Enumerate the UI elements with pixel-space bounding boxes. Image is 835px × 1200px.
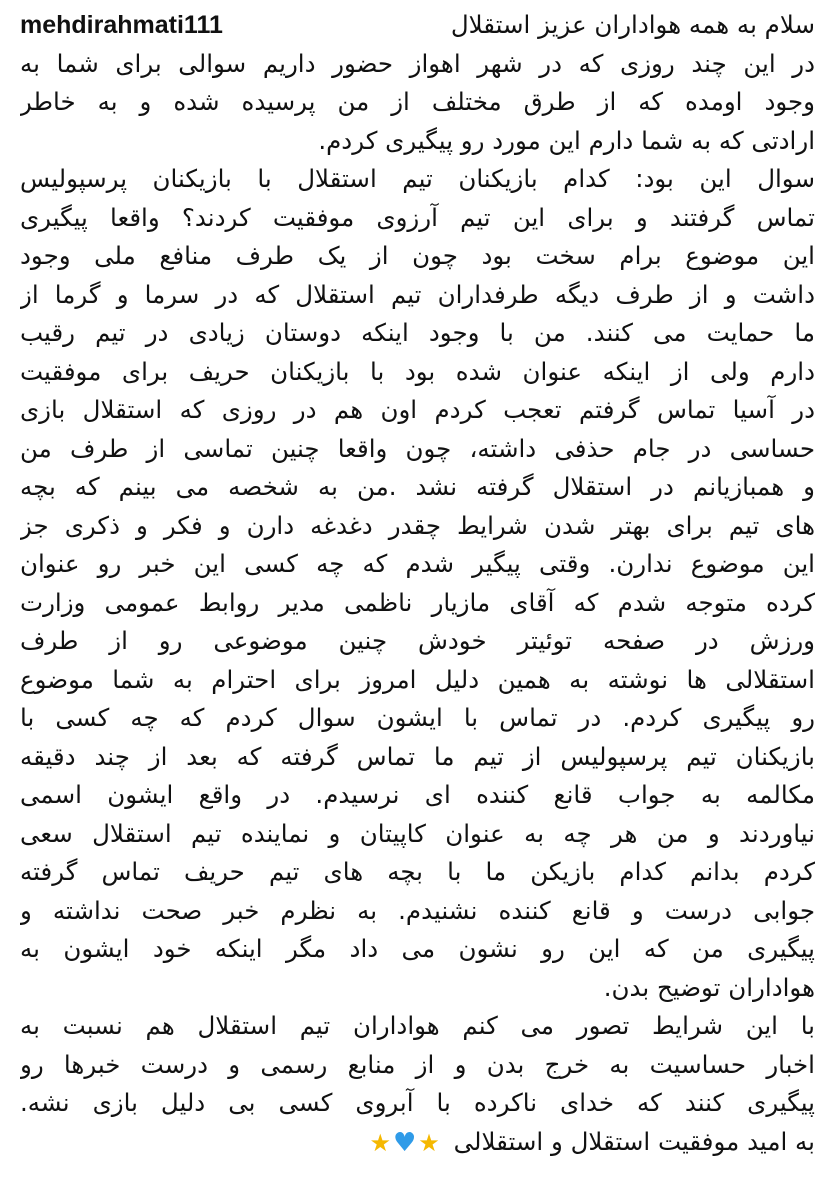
caption-line-9: ما حمایت می کنند. من با وجود اینکه دوستان زیادی در تیم رقیب: [20, 318, 815, 347]
caption-line-18: استقلالی ها نوشته به همین دلیل امروز برای احترام به شما موضوع: [20, 664, 815, 694]
caption-line-6: تماس گرفتند و برای این تیم آرزوی موفقیت کردند؟ واقعا پیگیری: [20, 202, 815, 232]
caption-line-10: دارم ولی از اینکه عنوان شده بود با بازیکنان حریف برای موفقیت: [20, 356, 815, 386]
caption-line-26: هواداران توضیح بدن.: [603, 972, 815, 1002]
caption-line-4: ارادتی که به شما دارم این مورد رو پیگیری کردم.: [318, 125, 815, 155]
caption-line-23: کردم بدانم کدام بازیکن ما با بچه های تیم حریف تماس گرفته: [20, 857, 815, 886]
username-link[interactable]: mehdirahmati111: [20, 11, 223, 39]
emoji-row: [369, 1127, 440, 1158]
caption-line-24: جوابی درست و قانع کننده نشنیدم. به نظرم خبر صحت نداشته و: [20, 895, 815, 925]
star-icon: ★: [369, 1128, 391, 1157]
caption-line-30: به امید موفقیت استقلال و استقلالی: [453, 1126, 815, 1156]
caption-line-8: داشت و از طرف دیگه طرفداران تیم استقلال که در سرما و گرما از: [20, 279, 815, 309]
star-icon: ★: [418, 1128, 440, 1157]
caption-line-5: سوال این بود: کدام بازیکنان تیم استقلال با بازیکنان پرسپولیس: [20, 164, 815, 193]
caption-line-13: و همبازیانم در استقلال گرفته نشد .من به شخصه می بینم که بچه: [20, 472, 815, 501]
caption-line-7: این موضوع برام سخت بود چون از یک طرف منافع ملی وجود: [20, 241, 815, 270]
caption-line-27: با این شرایط تصور می کنم هواداران تیم استقلال هم نسبت به: [20, 1011, 815, 1040]
post-caption: [20, 6, 815, 1161]
caption-line-12: حساسی در جام حذفی داشته، چون واقعا چنین تماسی از طرف من: [20, 433, 815, 463]
caption-line-14: های تیم برای بهتر شدن شرایط چقدر دغدغه دارن و فکر و ذکری جز: [20, 510, 815, 540]
caption-line-11: در آسیا تماس گرفتم تعجب کردم اون هم در روزی که استقلال بازی: [20, 395, 815, 424]
caption-line-1: سلام به همه هواداران عزیز استقلال: [450, 10, 815, 39]
caption-line-22: نیاوردند و من هر چه به عنوان کاپیتان و نماینده تیم استقلال سعی: [20, 818, 815, 848]
caption-line-28: اخبار حساسیت به خرج بدن و از منابع رسمی و درست خبرها رو: [20, 1049, 815, 1079]
caption-line-16: کرده متوجه شدم که آقای مازیار ناظمی مدیر روابط عمومی وزارت: [20, 587, 815, 617]
caption-line-15: این موضوع ندارن. وقتی پیگیر شدم که چه کسی این خبر رو عنوان: [20, 549, 815, 578]
caption-first-line: [20, 6, 815, 45]
caption-line-17: ورزش در صفحه توئیتر خودش چنین موضوعی رو از طرف: [20, 626, 815, 655]
caption-line-21: مکالمه به جواب قانع کننده ای نرسیدم. در واقع ایشون اسمی: [20, 780, 815, 809]
caption-line-29: پیگیری کنند که خدای ناکرده با آبروی کسی بی دلیل بازی نشه.: [20, 1088, 815, 1117]
blue-heart-icon: ♥: [392, 1127, 417, 1158]
caption-line-20: بازیکنان تیم پرسپولیس از تیم ما تماس گرفته که بعد از چند دقیقه: [20, 741, 815, 771]
caption-line-2: در این چند روزی که در شهر اهواز حضور داریم سوالی برای شما به: [20, 48, 815, 78]
caption-line-25: پیگیری من که این رو نشون می داد مگر اینکه خود ایشون به: [20, 934, 815, 963]
caption-line-19: رو پیگیری کردم. در تماس با ایشون سوال کردم که چه کسی با: [20, 703, 815, 732]
caption-line-3: وجود اومده که از طرق مختلف از من پرسیده شده و به خاطر: [20, 87, 815, 116]
caption-last-line: [20, 1123, 815, 1162]
